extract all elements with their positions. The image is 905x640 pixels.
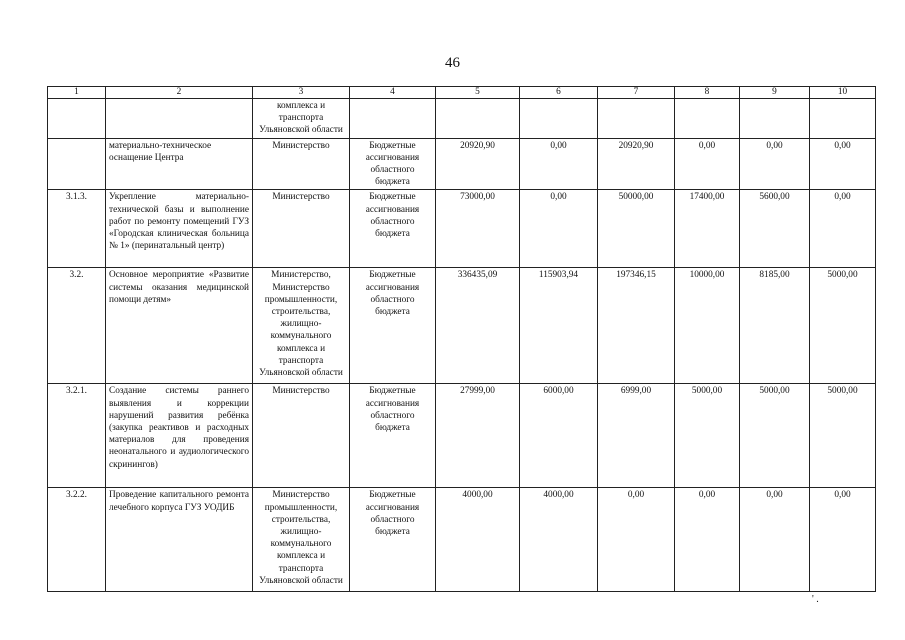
column-header: 2 xyxy=(106,87,253,99)
row-value-5: 20920,90 xyxy=(436,138,520,190)
column-header: 10 xyxy=(810,87,876,99)
column-header: 8 xyxy=(675,87,740,99)
row-value-10: 5000,00 xyxy=(810,384,876,488)
corner-marks: ' . xyxy=(812,594,819,605)
column-header: 6 xyxy=(520,87,598,99)
row-value-9: 5000,00 xyxy=(740,384,810,488)
row-value-8: 0,00 xyxy=(675,488,740,592)
column-header: 7 xyxy=(598,87,675,99)
row-value-9: 0,00 xyxy=(740,138,810,190)
row-executor: Министерство промышленности, строительства, жилищно-коммунального комплекса и транспорта Ульяновской области xyxy=(253,488,350,592)
row-value-10: 5000,00 xyxy=(810,268,876,384)
row-number xyxy=(48,138,106,190)
page-number: 46 xyxy=(445,55,460,71)
row-number: 3.1.3. xyxy=(48,190,106,268)
row-value-5: 4000,00 xyxy=(436,488,520,592)
row-value-8 xyxy=(675,99,740,139)
row-value-5: 73000,00 xyxy=(436,190,520,268)
row-source xyxy=(350,99,436,139)
row-number xyxy=(48,99,106,139)
row-name: Проведение капитального ремонта лечебного корпуса ГУЗ УОДИБ xyxy=(106,488,253,592)
table-row xyxy=(48,384,876,488)
row-source: Бюджетные ассигнования областного бюджета xyxy=(350,268,436,384)
row-value-10: 0,00 xyxy=(810,138,876,190)
row-executor: Министерство, Министерство промышленности, строительства, жилищно-коммунального комплекса и транспорта Ульяновской области xyxy=(253,268,350,384)
column-header: 9 xyxy=(740,87,810,99)
row-value-5: 336435,09 xyxy=(436,268,520,384)
row-name: материально-техническое оснащение Центра xyxy=(106,138,253,190)
column-header: 5 xyxy=(436,87,520,99)
row-value-7: 6999,00 xyxy=(598,384,675,488)
row-value-10: 0,00 xyxy=(810,488,876,592)
row-source: Бюджетные ассигнования областного бюджета xyxy=(350,384,436,488)
row-value-6: 115903,94 xyxy=(520,268,598,384)
row-value-8: 0,00 xyxy=(675,138,740,190)
row-value-10 xyxy=(810,99,876,139)
row-number: 3.2. xyxy=(48,268,106,384)
row-executor: комплекса и транспорта Ульяновской области xyxy=(253,99,350,139)
row-executor: Министерство xyxy=(253,384,350,488)
row-number: 3.2.2. xyxy=(48,488,106,592)
row-source: Бюджетные ассигнования областного бюджета xyxy=(350,488,436,592)
row-value-7: 50000,00 xyxy=(598,190,675,268)
row-value-8: 5000,00 xyxy=(675,384,740,488)
row-name: Укрепление материально-технической базы и выполнение работ по ремонту помещений ГУЗ «Городская клиническая больница № 1» (перинатальный центр) xyxy=(106,190,253,268)
table-row xyxy=(48,138,876,190)
row-value-5 xyxy=(436,99,520,139)
row-value-9: 8185,00 xyxy=(740,268,810,384)
row-executor: Министерство xyxy=(253,190,350,268)
row-source: Бюджетные ассигнования областного бюджета xyxy=(350,190,436,268)
row-name: Основное мероприятие «Развитие системы оказания медицинской помощи детям» xyxy=(106,268,253,384)
row-value-7: 0,00 xyxy=(598,488,675,592)
row-value-6: 0,00 xyxy=(520,190,598,268)
row-name: Создание системы раннего выявления и коррекции нарушений развития ребёнка (закупка реактивов и расходных материалов для проведения неонатального и аудиологического скринингов) xyxy=(106,384,253,488)
row-value-6 xyxy=(520,99,598,139)
row-value-6: 4000,00 xyxy=(520,488,598,592)
row-value-10: 0,00 xyxy=(810,190,876,268)
row-source: Бюджетные ассигнования областного бюджета xyxy=(350,138,436,190)
table-row xyxy=(48,488,876,592)
table-row xyxy=(48,268,876,384)
row-number: 3.2.1. xyxy=(48,384,106,488)
row-value-9 xyxy=(740,99,810,139)
row-value-5: 27999,00 xyxy=(436,384,520,488)
row-value-9: 5600,00 xyxy=(740,190,810,268)
row-value-7 xyxy=(598,99,675,139)
budget-table xyxy=(47,86,876,592)
header-row xyxy=(48,87,876,99)
table-row xyxy=(48,99,876,139)
column-header: 1 xyxy=(48,87,106,99)
row-value-8: 17400,00 xyxy=(675,190,740,268)
row-value-7: 20920,90 xyxy=(598,138,675,190)
table-row xyxy=(48,190,876,268)
row-value-7: 197346,15 xyxy=(598,268,675,384)
row-value-6: 0,00 xyxy=(520,138,598,190)
row-value-8: 10000,00 xyxy=(675,268,740,384)
column-header: 4 xyxy=(350,87,436,99)
row-value-6: 6000,00 xyxy=(520,384,598,488)
row-name xyxy=(106,99,253,139)
row-value-9: 0,00 xyxy=(740,488,810,592)
column-header: 3 xyxy=(253,87,350,99)
row-executor: Министерство xyxy=(253,138,350,190)
